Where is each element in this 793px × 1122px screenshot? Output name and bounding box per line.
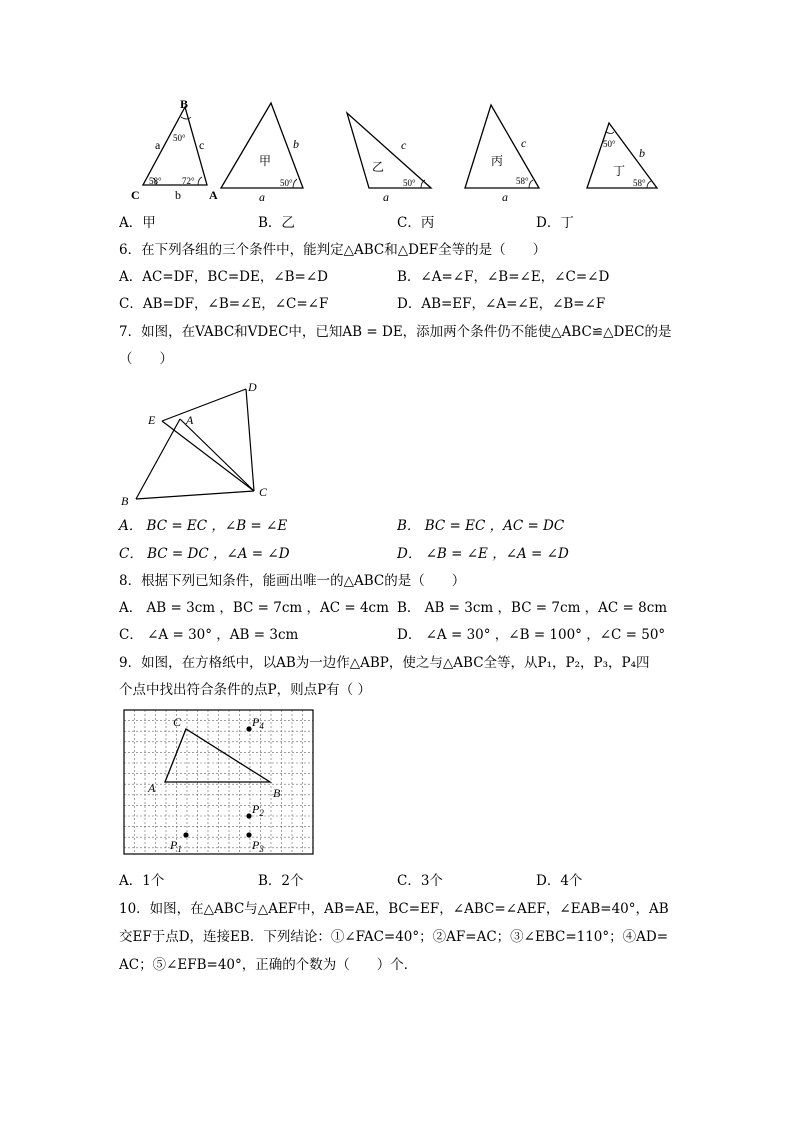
- ref-angle-C: 58°: [149, 176, 162, 186]
- q7-option-b[interactable]: B． BC = EC ，AC = DC: [397, 518, 565, 534]
- q7-label-A: A: [186, 413, 194, 427]
- bing-name: 丙: [491, 154, 504, 168]
- q9-label-P2: $P_2$: [252, 802, 264, 818]
- triangle-yi: [347, 113, 431, 204]
- q6-option-d[interactable]: D．AB=EF，∠A=∠E，∠B=∠F: [397, 296, 606, 312]
- ref-label-C: C: [131, 188, 140, 202]
- q9-label-P3: $P_3$: [252, 838, 264, 854]
- q5-triangles-figure: [125, 95, 665, 205]
- q6-option-a[interactable]: A．AC=DF，BC=DE，∠B=∠D: [119, 269, 328, 285]
- q6-option-b[interactable]: B．∠A=∠F，∠B=∠E，∠C=∠D: [397, 269, 610, 285]
- q9-label-P4: $P_4$: [252, 715, 264, 731]
- q9-label-B: B: [273, 786, 281, 800]
- jia-side-a: a: [259, 190, 265, 204]
- q6-option-c[interactable]: C．AB=DF，∠B=∠E，∠C=∠F: [119, 296, 329, 312]
- q8-option-c[interactable]: C． ∠A = 30° ，AB = 3cm: [119, 627, 299, 643]
- ding-side-b: b: [639, 146, 645, 160]
- q8-option-d[interactable]: D． ∠A = 30° ，∠B = 100° ，∠C = 50°: [397, 627, 666, 643]
- point-p3: [246, 832, 251, 837]
- q5-option-a[interactable]: A．甲: [119, 215, 156, 231]
- q7-option-c[interactable]: C． BC = DC ，∠A = ∠D: [119, 546, 290, 562]
- ref-angle-B: 50°: [173, 133, 186, 143]
- ding-angle-2: 58°: [633, 178, 646, 188]
- q7-option-d[interactable]: D． ∠B = ∠E ，∠A = ∠D: [397, 546, 569, 562]
- q9-label-P1: $P_1$: [170, 838, 182, 854]
- ding-angle-1: 50°: [603, 139, 616, 149]
- q7-label-E: E: [148, 413, 156, 427]
- jia-angle: 50°: [280, 178, 293, 188]
- q6-stem: 6．在下列各组的三个条件中，能判定△ABC和△DEF全等的是（ ）: [119, 242, 547, 258]
- bing-side-a: a: [502, 190, 508, 204]
- q5-option-b[interactable]: B．乙: [258, 215, 295, 231]
- jia-name: 甲: [259, 154, 272, 168]
- yi-angle: 50°: [403, 178, 416, 188]
- q8-stem: 8．根据下列已知条件，能画出唯一的△ABC的是（ ）: [119, 573, 466, 589]
- q9-stem-2: 个点中找出符合条件的点P，则点P有（ ）: [119, 682, 371, 698]
- yi-name: 乙: [372, 160, 385, 174]
- q8-option-a[interactable]: A． AB = 3cm ，BC = 7cm ，AC = 4cm: [119, 600, 389, 616]
- ref-angle-A: 72°: [182, 176, 195, 186]
- q7-figure: [118, 375, 288, 510]
- ref-label-B: B: [180, 97, 189, 111]
- ref-side-c: c: [199, 138, 205, 152]
- ref-side-b: b: [175, 188, 181, 202]
- q7-stem: 7．如图，在VABC和VDEC中，已知AB = DE，添加两个条件仍不能使△ABC≌△DEC的是: [119, 324, 672, 340]
- q7-option-a[interactable]: A． BC = EC ，∠B = ∠E: [119, 518, 288, 534]
- q9-stem: 9．如图，在方格纸中，以AB为一边作△ABP，使之与△ABC全等，从P₁，P₂，P₃，P₄四: [119, 655, 650, 671]
- ref-label-A: A: [209, 188, 218, 202]
- triangle-jia: [221, 103, 303, 204]
- bing-angle: 58°: [516, 176, 529, 186]
- q7-label-D: D: [248, 380, 257, 394]
- q5-option-c[interactable]: C．丙: [397, 215, 435, 231]
- q5-option-d[interactable]: D．丁: [536, 215, 574, 231]
- q9-option-c[interactable]: C．3个: [397, 873, 443, 889]
- q8-option-b[interactable]: B． AB = 3cm ，BC = 7cm ，AC = 8cm: [397, 600, 668, 616]
- q9-option-a[interactable]: A．1个: [119, 873, 165, 889]
- yi-side-c: c: [401, 138, 407, 152]
- q7-stem-2: （ ）: [119, 351, 173, 367]
- bing-side-c: c: [521, 136, 527, 150]
- q7-label-C: C: [259, 485, 268, 499]
- q9-label-C: C: [173, 715, 182, 729]
- jia-side-b: b: [293, 137, 299, 151]
- ref-triangle: [131, 97, 218, 202]
- q7-label-B: B: [121, 494, 129, 508]
- ref-side-a: a: [155, 138, 161, 152]
- q10-line-2: 交EF于点D，连接EB．下列结论：①∠FAC=40°；②AF=AC；③∠EBC=110°；④AD=: [119, 929, 669, 945]
- q10-line-1: 10．如图，在△ABC与△AEF中，AB=AE，BC=EF，∠ABC=∠AEF，∠EAB=40°，AB: [119, 901, 669, 917]
- q10-line-3: AC；⑤∠EFB=40°，正确的个数为（ ）个．: [119, 957, 418, 973]
- q9-option-d[interactable]: D．4个: [536, 873, 583, 889]
- point-p4: [246, 726, 251, 731]
- yi-side-a: a: [383, 190, 389, 204]
- q9-option-b[interactable]: B．2个: [258, 873, 304, 889]
- q9-grid-figure: [123, 709, 315, 857]
- point-p1: [183, 832, 188, 837]
- ding-name: 丁: [613, 164, 626, 178]
- point-p2: [246, 813, 251, 818]
- triangle-bing: [465, 105, 539, 204]
- triangle-ding: [587, 123, 657, 188]
- q9-label-A: A: [148, 781, 156, 795]
